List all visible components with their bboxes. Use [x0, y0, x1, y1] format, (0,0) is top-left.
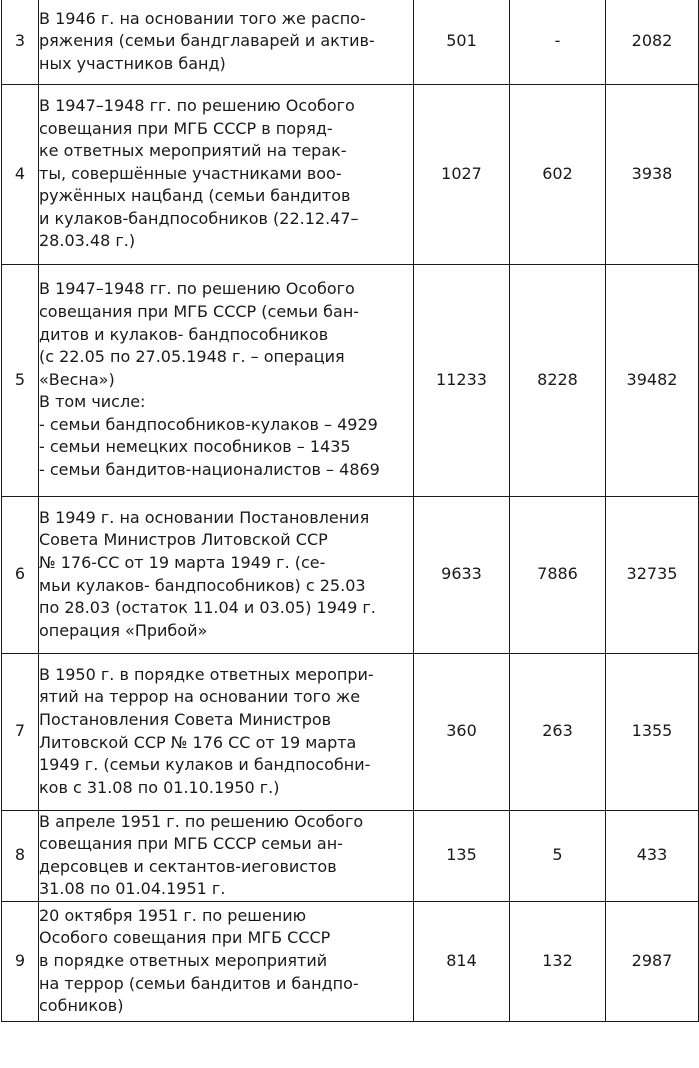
description-line: ты, совершённые участниками воо- [39, 163, 342, 183]
table-row [2, 264, 699, 496]
row-number: 7 [2, 653, 39, 810]
description-line: 31.08 по 01.04.1951 г. [39, 879, 226, 899]
description-line: в порядке ответных мероприятий [39, 951, 328, 971]
row-description [39, 901, 414, 1021]
row-number: 3 [2, 0, 39, 84]
table-row [2, 653, 699, 810]
row-description [39, 84, 414, 264]
description-line: по 28.03 (остаток 11.04 и 03.05) 1949 г. [39, 598, 376, 618]
value-cell-2: 5 [510, 810, 606, 901]
table-row [2, 810, 699, 901]
row-description [39, 653, 414, 810]
value-cell-1: 501 [414, 0, 510, 84]
description-line: и кулаков-бандпособников (22.12.47– [39, 208, 359, 228]
description-line: В 1950 г. в порядке ответных меропри- [39, 664, 374, 684]
value-cell-1: 1027 [414, 84, 510, 264]
description-line: «Весна») [39, 369, 115, 389]
description-line: 28.03.48 г.) [39, 231, 136, 251]
row-number: 4 [2, 84, 39, 264]
description-line: В 1947–1948 гг. по решению Особого [39, 95, 355, 115]
description-line: ятий на террор на основании того же [39, 687, 361, 707]
description-line: дитов и кулаков- бандпособников [39, 324, 329, 344]
value-cell-2: 602 [510, 84, 606, 264]
description-line: В 1946 г. на основании того же распо- [39, 8, 366, 28]
description-line: ке ответных мероприятий на терак- [39, 141, 347, 161]
row-number: 8 [2, 810, 39, 901]
table-row [2, 84, 699, 264]
description-line: ных участников банд) [39, 54, 226, 74]
description-line: операция «Прибой» [39, 620, 208, 640]
description-line: совещания при МГБ СССР семьи ан- [39, 834, 343, 854]
description-line: Совета Министров Литовской ССР [39, 530, 328, 550]
value-cell-1: 9633 [414, 496, 510, 653]
value-cell-1: 11233 [414, 264, 510, 496]
value-cell-2: 263 [510, 653, 606, 810]
description-line: Литовской ССР № 176 СС от 19 марта [39, 732, 357, 752]
row-number: 9 [2, 901, 39, 1021]
description-line: (с 22.05 по 27.05.1948 г. – операция [39, 347, 345, 367]
value-cell-1: 135 [414, 810, 510, 901]
description-line: № 176-СС от 19 марта 1949 г. (се- [39, 552, 326, 572]
description-line: дерсовцев и сектантов-иеговистов [39, 856, 337, 876]
description-line: - семьи бандитов-националистов – 4869 [39, 460, 380, 480]
table-row [2, 901, 699, 1021]
description-line: Особого совещания при МГБ СССР [39, 928, 331, 948]
value-cell-2: 7886 [510, 496, 606, 653]
description-line: ружённых нацбанд (семьи бандитов [39, 186, 351, 206]
value-cell-3: 1355 [606, 653, 699, 810]
deportation-table [1, 0, 699, 1022]
description-line: - семьи немецких пособников – 1435 [39, 437, 351, 457]
row-number: 5 [2, 264, 39, 496]
description-line: ков с 31.08 по 01.10.1950 г.) [39, 777, 280, 797]
value-cell-3: 3938 [606, 84, 699, 264]
row-description [39, 496, 414, 653]
value-cell-1: 360 [414, 653, 510, 810]
row-number: 6 [2, 496, 39, 653]
value-cell-2: 8228 [510, 264, 606, 496]
description-line: совещания при МГБ СССР (семьи бан- [39, 301, 360, 321]
description-line: ряжения (семьи бандглаварей и актив- [39, 31, 375, 51]
description-line: 20 октября 1951 г. по решению [39, 905, 307, 925]
description-line: совещания при МГБ СССР в поряд- [39, 118, 333, 138]
value-cell-2: 132 [510, 901, 606, 1021]
description-line: 1949 г. (семьи кулаков и бандпособни- [39, 755, 371, 775]
row-description [39, 810, 414, 901]
value-cell-3: 2987 [606, 901, 699, 1021]
description-line: В 1947–1948 гг. по решению Особого [39, 279, 355, 299]
description-line: на террор (семьи бандитов и бандпо- [39, 973, 359, 993]
table-row [2, 496, 699, 653]
value-cell-3: 39482 [606, 264, 699, 496]
table-body [2, 0, 699, 1021]
description-line: - семьи бандпособников-кулаков – 4929 [39, 414, 378, 434]
value-cell-3: 433 [606, 810, 699, 901]
description-line: В 1949 г. на основании Постановления [39, 507, 370, 527]
description-line: В том числе: [39, 392, 146, 412]
description-line: Постановления Совета Министров [39, 709, 332, 729]
row-description [39, 0, 414, 84]
row-description [39, 264, 414, 496]
value-cell-3: 32735 [606, 496, 699, 653]
description-line: В апреле 1951 г. по решению Особого [39, 811, 364, 831]
value-cell-2: - [510, 0, 606, 84]
description-line: собников) [39, 996, 124, 1016]
value-cell-3: 2082 [606, 0, 699, 84]
value-cell-1: 814 [414, 901, 510, 1021]
description-line: мьи кулаков- бандпособников) с 25.03 [39, 575, 366, 595]
table-row [2, 0, 699, 84]
